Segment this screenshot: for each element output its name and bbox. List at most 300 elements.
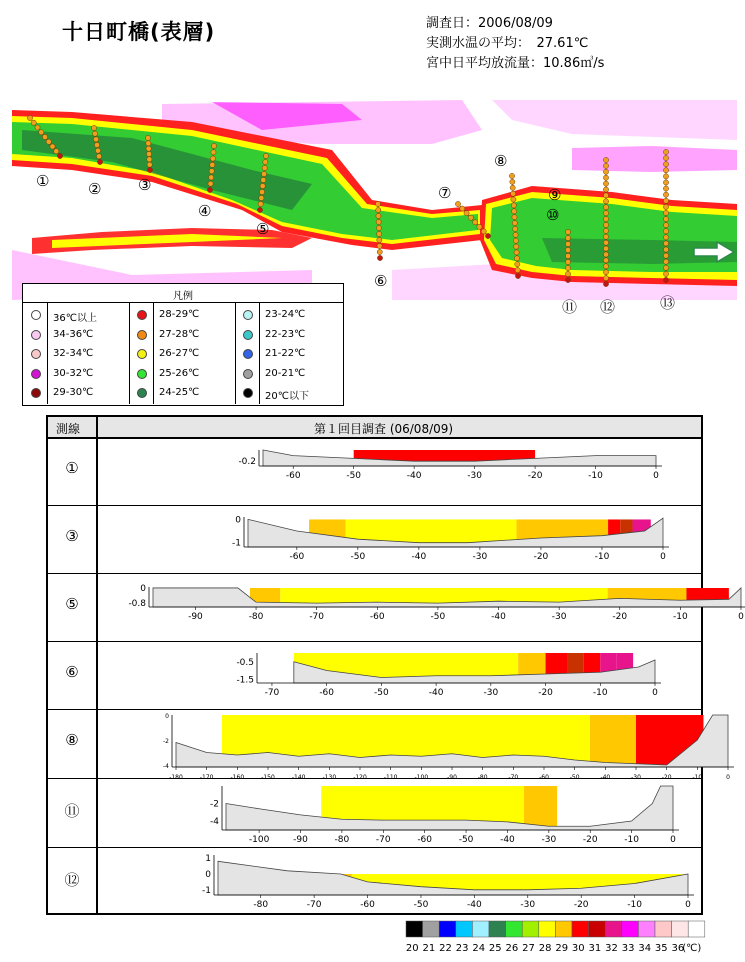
sample-point bbox=[377, 237, 382, 242]
transect-marker: ③ bbox=[138, 176, 152, 194]
legend-item bbox=[129, 306, 235, 325]
x-tick-label: -40 bbox=[467, 900, 482, 910]
sample-point bbox=[513, 226, 518, 231]
sample-point bbox=[208, 181, 213, 186]
legend-swatch bbox=[31, 388, 41, 398]
sample-point bbox=[603, 240, 608, 245]
x-tick-label: -60 bbox=[285, 471, 301, 481]
scale-label: 31 bbox=[588, 943, 602, 954]
legend-swatch bbox=[31, 330, 41, 340]
x-tick-label: -20 bbox=[612, 612, 628, 622]
sample-point bbox=[663, 180, 668, 185]
legend-label: 32-34℃ bbox=[53, 348, 94, 359]
cross-section-chart bbox=[98, 573, 744, 641]
sample-point bbox=[603, 264, 608, 269]
temperature-band bbox=[590, 715, 636, 765]
x-tick-label: -50 bbox=[569, 774, 580, 781]
sample-point bbox=[565, 229, 570, 234]
sample-point bbox=[209, 169, 214, 174]
transect-marker: ⑧ bbox=[494, 152, 508, 170]
legend-title: 凡例 bbox=[173, 291, 193, 302]
sample-point bbox=[210, 156, 215, 161]
sample-point bbox=[663, 259, 668, 264]
y-tick-label: 0 bbox=[205, 870, 211, 880]
legend-label: 36℃以上 bbox=[53, 313, 97, 324]
scale-label: 20 bbox=[405, 943, 419, 954]
sample-point bbox=[663, 210, 668, 215]
sample-point bbox=[514, 256, 519, 261]
x-tick-label: -40 bbox=[500, 835, 515, 845]
x-tick-label: -20 bbox=[538, 688, 553, 698]
sample-point bbox=[261, 177, 266, 182]
x-tick-label: -60 bbox=[360, 900, 375, 910]
sample-point bbox=[663, 241, 668, 246]
scale-swatch bbox=[688, 921, 705, 937]
legend-label: 20℃以下 bbox=[265, 391, 309, 402]
scale-swatch bbox=[439, 921, 456, 937]
sample-point bbox=[603, 258, 608, 263]
x-tick-label: -50 bbox=[413, 900, 429, 910]
transect-label: ⑤ bbox=[65, 595, 79, 613]
x-tick-label: -50 bbox=[346, 471, 362, 481]
sample-point bbox=[565, 241, 570, 246]
x-tick-label: -40 bbox=[491, 612, 506, 622]
x-tick-label: -10 bbox=[588, 471, 603, 481]
x-tick-label: -160 bbox=[230, 774, 245, 781]
sample-point bbox=[258, 201, 263, 206]
sample-point bbox=[603, 175, 608, 180]
legend-item bbox=[235, 326, 341, 345]
sample-point bbox=[377, 231, 382, 236]
x-tick-label: -80 bbox=[253, 900, 269, 910]
scale-label: 25 bbox=[488, 943, 502, 954]
sample-point bbox=[210, 162, 215, 167]
scale-unit: (℃) bbox=[682, 943, 702, 954]
sample-point bbox=[603, 211, 608, 216]
sample-point bbox=[663, 162, 668, 167]
x-tick-label: 0 bbox=[660, 552, 666, 562]
temperature-scale bbox=[400, 920, 710, 960]
sample-point bbox=[663, 155, 668, 160]
legend-swatch bbox=[31, 369, 41, 379]
x-tick-label: -20 bbox=[661, 774, 672, 781]
y-tick-label: 0 bbox=[140, 583, 146, 594]
legend-swatch bbox=[243, 330, 253, 340]
legend-swatch bbox=[243, 310, 253, 320]
x-tick-label: -60 bbox=[539, 774, 549, 781]
sample-point bbox=[50, 144, 55, 149]
scale-swatch bbox=[506, 921, 523, 937]
legend-item bbox=[23, 326, 129, 345]
sample-point bbox=[511, 197, 516, 202]
transect-table bbox=[46, 415, 744, 915]
legend-item bbox=[23, 384, 129, 403]
average-temp: 実測水温の平均： 27.61℃ bbox=[426, 36, 589, 51]
sample-point bbox=[375, 201, 380, 206]
x-tick-label: -50 bbox=[350, 552, 366, 562]
sample-point bbox=[147, 162, 152, 167]
x-tick-label: -50 bbox=[430, 612, 446, 622]
sample-point bbox=[511, 203, 516, 208]
sample-point bbox=[603, 169, 608, 174]
scale-swatch bbox=[622, 921, 639, 937]
transect-label: ⑥ bbox=[65, 663, 79, 681]
sample-point bbox=[663, 229, 668, 234]
x-tick-label: -90 bbox=[447, 774, 457, 781]
sample-point bbox=[376, 213, 381, 218]
sample-point bbox=[146, 146, 151, 151]
x-tick-label: -30 bbox=[472, 552, 488, 562]
x-tick-label: -60 bbox=[319, 688, 335, 698]
sample-point bbox=[663, 247, 668, 252]
sample-point bbox=[603, 216, 608, 221]
sample-point bbox=[603, 187, 608, 192]
legend-swatch bbox=[31, 349, 41, 359]
x-tick-label: -70 bbox=[306, 900, 322, 910]
sample-point bbox=[603, 163, 608, 168]
x-tick-label: -40 bbox=[428, 688, 444, 698]
y-tick-label: -2 bbox=[163, 738, 169, 745]
sample-point bbox=[513, 232, 518, 237]
scale-label: 22 bbox=[439, 943, 452, 954]
sample-point bbox=[515, 262, 520, 267]
x-tick-label: -70 bbox=[508, 774, 519, 781]
transect-marker: ⑤ bbox=[256, 220, 270, 238]
sample-point bbox=[512, 209, 517, 214]
x-tick-label: -30 bbox=[467, 471, 482, 481]
sample-point bbox=[473, 220, 478, 225]
sample-point bbox=[663, 192, 668, 197]
scale-swatch bbox=[605, 921, 622, 937]
sample-point bbox=[565, 247, 570, 252]
x-tick-label: -70 bbox=[264, 688, 280, 698]
sample-point bbox=[260, 183, 265, 188]
legend-label: 27-28℃ bbox=[159, 328, 200, 340]
scale-swatch bbox=[406, 921, 423, 937]
legend-label: 34-36℃ bbox=[53, 328, 94, 340]
cross-section-chart bbox=[98, 778, 702, 846]
transect-marker: ⑥ bbox=[374, 272, 388, 290]
sample-point bbox=[663, 186, 668, 191]
legend-item bbox=[129, 345, 235, 364]
scale-swatch bbox=[655, 921, 672, 937]
sample-point bbox=[603, 275, 608, 280]
x-tick-label: -20 bbox=[573, 900, 589, 910]
y-tick-label: -0.2 bbox=[238, 457, 256, 468]
x-tick-label: -10 bbox=[592, 688, 608, 698]
sample-point bbox=[603, 252, 608, 257]
sample-point bbox=[263, 159, 268, 164]
scale-label: 27 bbox=[522, 943, 535, 954]
sample-point bbox=[93, 137, 98, 142]
sample-point bbox=[477, 224, 482, 229]
legend-item bbox=[235, 345, 341, 364]
sample-point bbox=[603, 222, 608, 227]
sample-point bbox=[565, 259, 570, 264]
x-tick-label: -80 bbox=[248, 612, 264, 622]
legend-label: 26-27℃ bbox=[159, 348, 200, 359]
x-tick-label: -10 bbox=[594, 552, 610, 562]
y-tick-label: 0 bbox=[165, 713, 169, 720]
x-tick-label: -140 bbox=[291, 774, 306, 781]
x-tick-label: -30 bbox=[520, 900, 536, 910]
legend-swatch bbox=[243, 369, 253, 379]
sample-point bbox=[263, 153, 268, 158]
x-tick-label: -100 bbox=[414, 774, 429, 781]
legend-item bbox=[129, 365, 235, 384]
sample-point bbox=[603, 157, 608, 162]
x-tick-label: 0 bbox=[738, 612, 744, 622]
sample-point bbox=[565, 253, 570, 258]
sample-point bbox=[35, 125, 40, 130]
temperature-band bbox=[524, 786, 557, 828]
sample-point bbox=[663, 216, 668, 221]
scale-label: 28 bbox=[538, 943, 552, 954]
cross-section-chart bbox=[98, 641, 702, 709]
legend-swatch bbox=[137, 369, 147, 379]
col-header-survey: 第１回目調査 (06/08/09) bbox=[314, 422, 454, 436]
sample-point bbox=[515, 268, 520, 273]
x-tick-label: -60 bbox=[369, 612, 385, 622]
sample-point bbox=[663, 174, 668, 179]
transect-marker: ① bbox=[36, 172, 50, 190]
sample-point bbox=[468, 215, 473, 220]
x-tick-label: -60 bbox=[417, 835, 433, 845]
x-tick-label: 0 bbox=[653, 471, 659, 481]
sample-point bbox=[603, 246, 608, 251]
sample-point bbox=[509, 173, 514, 178]
x-tick-label: -80 bbox=[334, 835, 350, 845]
scale-swatch bbox=[638, 921, 655, 937]
legend-item bbox=[235, 306, 341, 325]
sample-point bbox=[377, 249, 382, 254]
legend-swatch bbox=[31, 310, 41, 320]
sample-point bbox=[663, 253, 668, 258]
x-tick-label: -20 bbox=[582, 835, 598, 845]
legend-swatch bbox=[137, 330, 147, 340]
x-tick-label: -40 bbox=[411, 552, 427, 562]
x-tick-label: -50 bbox=[374, 688, 389, 698]
sample-point bbox=[514, 244, 519, 249]
x-tick-label: -100 bbox=[248, 835, 270, 845]
sample-point bbox=[95, 148, 100, 153]
legend-swatch bbox=[137, 349, 147, 359]
sample-point bbox=[663, 204, 668, 209]
col-header-line: 測線 bbox=[56, 422, 81, 436]
sample-point bbox=[603, 270, 608, 275]
scale-swatch bbox=[539, 921, 556, 937]
sample-point bbox=[147, 167, 152, 172]
x-tick-label: -180 bbox=[169, 774, 183, 781]
transect-marker: ④ bbox=[198, 202, 212, 220]
legend-swatch bbox=[243, 388, 253, 398]
y-tick-label: -1.5 bbox=[236, 675, 254, 686]
sample-point bbox=[603, 193, 608, 198]
sample-point bbox=[515, 273, 520, 278]
x-tick-label: -30 bbox=[541, 835, 557, 845]
x-tick-label: -120 bbox=[353, 774, 367, 781]
y-tick-label: -0.8 bbox=[128, 599, 146, 610]
x-tick-label: -30 bbox=[631, 774, 641, 781]
sample-point bbox=[603, 181, 608, 186]
scale-swatch bbox=[589, 921, 606, 937]
scale-label: 21 bbox=[422, 943, 436, 954]
sample-point bbox=[94, 142, 99, 147]
transect-marker: ② bbox=[88, 180, 102, 198]
cross-section-chart bbox=[98, 505, 702, 573]
scale-label: 32 bbox=[605, 943, 618, 954]
y-tick-label: -1 bbox=[202, 885, 211, 896]
sample-point bbox=[257, 207, 262, 212]
sample-point bbox=[510, 185, 515, 190]
sample-point bbox=[145, 135, 150, 140]
x-tick-label: -90 bbox=[188, 612, 203, 622]
sample-point bbox=[39, 130, 44, 135]
sample-point bbox=[510, 179, 515, 184]
sample-point bbox=[510, 191, 515, 196]
transect-label: ⑫ bbox=[64, 871, 80, 889]
sample-point bbox=[565, 277, 570, 282]
scale-swatch bbox=[522, 921, 539, 937]
transect-marker: ⑩ bbox=[546, 206, 560, 224]
x-tick-label: -10 bbox=[627, 900, 642, 910]
y-tick-label: 1 bbox=[205, 854, 211, 865]
sample-point bbox=[209, 175, 214, 180]
sample-point bbox=[512, 220, 517, 225]
x-tick-label: -30 bbox=[551, 612, 567, 622]
sample-point bbox=[512, 215, 517, 220]
x-tick-label: -150 bbox=[261, 774, 275, 781]
scale-label: 24 bbox=[472, 943, 486, 954]
cross-section-chart bbox=[98, 437, 702, 505]
legend-item bbox=[235, 384, 341, 403]
transect-label: ⑪ bbox=[64, 802, 80, 820]
sample-point bbox=[211, 143, 216, 148]
legend-item bbox=[23, 306, 129, 325]
x-tick-label: 0 bbox=[652, 688, 658, 698]
sample-point bbox=[514, 250, 519, 255]
scale-swatch bbox=[572, 921, 589, 937]
scale-label: 34 bbox=[638, 943, 652, 954]
sample-point bbox=[211, 150, 216, 155]
x-tick-label: -60 bbox=[289, 552, 305, 562]
legend-item bbox=[23, 345, 129, 364]
x-tick-label: -70 bbox=[375, 835, 391, 845]
sample-point bbox=[663, 168, 668, 173]
sample-point bbox=[481, 229, 486, 234]
cross-section-chart bbox=[98, 709, 730, 781]
sample-point bbox=[146, 151, 151, 156]
sample-point bbox=[377, 243, 382, 248]
sample-point bbox=[513, 238, 518, 243]
legend-item bbox=[23, 365, 129, 384]
x-tick-label: -40 bbox=[406, 471, 422, 481]
sample-point bbox=[603, 199, 608, 204]
sample-point bbox=[663, 265, 668, 270]
legend-label: 23-24℃ bbox=[265, 309, 306, 320]
scale-label: 26 bbox=[505, 943, 519, 954]
legend-label: 29-30℃ bbox=[53, 387, 94, 398]
sample-point bbox=[663, 223, 668, 228]
scale-swatch bbox=[489, 921, 506, 937]
sample-point bbox=[259, 195, 264, 200]
x-tick-label: -110 bbox=[383, 774, 398, 781]
sample-point bbox=[663, 271, 668, 276]
x-tick-label: 0 bbox=[685, 900, 691, 910]
scale-label: 29 bbox=[555, 943, 569, 954]
legend-swatch bbox=[243, 349, 253, 359]
transect-marker: ⑦ bbox=[438, 184, 452, 202]
sample-point bbox=[42, 134, 47, 139]
sample-point bbox=[464, 211, 469, 216]
sample-point bbox=[31, 120, 36, 125]
transect-marker: ⑫ bbox=[600, 298, 616, 316]
sample-point bbox=[147, 157, 152, 162]
sample-point bbox=[565, 265, 570, 270]
x-tick-label: -20 bbox=[533, 552, 549, 562]
x-tick-label: 0 bbox=[670, 835, 676, 845]
transect-marker: ⑪ bbox=[562, 298, 578, 316]
x-tick-label: -80 bbox=[477, 774, 488, 781]
sample-point bbox=[27, 115, 32, 120]
x-tick-label: -10 bbox=[692, 774, 703, 781]
sample-point bbox=[663, 235, 668, 240]
x-tick-label: -90 bbox=[293, 835, 308, 845]
sample-point bbox=[603, 205, 608, 210]
sample-point bbox=[376, 219, 381, 224]
sample-point bbox=[603, 234, 608, 239]
transect-marker: ⑬ bbox=[660, 294, 676, 312]
transect-label: ⑧ bbox=[65, 731, 79, 749]
y-tick-label: 0 bbox=[235, 515, 241, 526]
survey-date: 調査日：2006/08/09 bbox=[426, 16, 553, 31]
legend-label: 24-25℃ bbox=[159, 387, 200, 398]
scale-swatch bbox=[456, 921, 473, 937]
legend-label: 20-21℃ bbox=[265, 367, 306, 379]
sample-point bbox=[565, 271, 570, 276]
x-tick-label: -10 bbox=[673, 612, 688, 622]
legend-item bbox=[235, 365, 341, 384]
legend-item bbox=[129, 326, 235, 345]
x-tick-label: -130 bbox=[322, 774, 337, 781]
sample-point bbox=[261, 171, 266, 176]
x-tick-label: -40 bbox=[600, 774, 611, 781]
scale-swatch bbox=[423, 921, 440, 937]
x-tick-label: 0 bbox=[726, 774, 730, 781]
scale-label: 30 bbox=[571, 943, 585, 954]
x-tick-label: -10 bbox=[624, 835, 639, 845]
sample-point bbox=[146, 141, 151, 146]
legend-swatch bbox=[137, 388, 147, 398]
y-tick-label: -2 bbox=[210, 799, 219, 810]
x-tick-label: -70 bbox=[309, 612, 325, 622]
sample-point bbox=[603, 228, 608, 233]
transect-label: ③ bbox=[65, 527, 79, 545]
sample-point bbox=[57, 153, 62, 158]
transect-marker: ⑨ bbox=[548, 186, 562, 204]
legend-item bbox=[129, 384, 235, 403]
legend-label: 25-26℃ bbox=[159, 367, 200, 379]
sample-point bbox=[603, 281, 608, 286]
sample-point bbox=[376, 207, 381, 212]
sample-point bbox=[663, 149, 668, 154]
sample-point bbox=[207, 187, 212, 192]
legend-label: 30-32℃ bbox=[53, 367, 94, 379]
sample-point bbox=[97, 159, 102, 164]
legend-label: 28-29℃ bbox=[159, 309, 200, 320]
sample-point bbox=[460, 206, 465, 211]
sample-point bbox=[46, 139, 51, 144]
